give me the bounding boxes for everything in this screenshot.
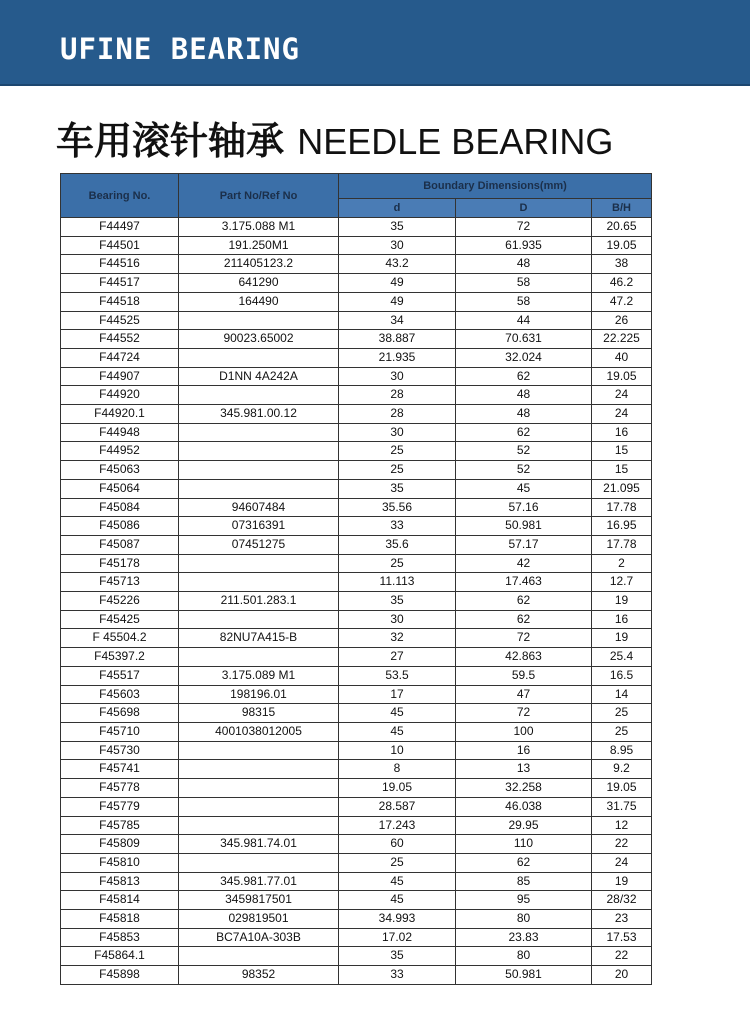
bh-cell: 16.5 <box>592 666 652 685</box>
D-cell: 46.038 <box>456 797 592 816</box>
part-no-cell: 191.250M1 <box>179 236 339 255</box>
D-cell: 48 <box>456 386 592 405</box>
part-no-cell: 198196.01 <box>179 685 339 704</box>
bearing-no-cell: F44516 <box>61 255 179 274</box>
bh-cell: 9.2 <box>592 760 652 779</box>
bh-cell: 25 <box>592 704 652 723</box>
bh-cell: 20.65 <box>592 218 652 237</box>
d-cell: 17.243 <box>339 816 456 835</box>
part-no-cell <box>179 479 339 498</box>
table-row <box>61 741 652 760</box>
d-cell: 10 <box>339 741 456 760</box>
bearing-no-cell: F45898 <box>61 966 179 985</box>
part-no-cell: 07316391 <box>179 517 339 536</box>
d-cell: 35.6 <box>339 535 456 554</box>
D-cell: 62 <box>456 610 592 629</box>
bearing-no-cell: F44952 <box>61 442 179 461</box>
bh-cell: 31.75 <box>592 797 652 816</box>
bearing-no-cell: F 45504.2 <box>61 629 179 648</box>
bearing-no-cell: F44920 <box>61 386 179 405</box>
part-no-cell <box>179 760 339 779</box>
d-cell: 21.935 <box>339 348 456 367</box>
header-boundary-dimensions: Boundary Dimensions(mm) <box>339 174 652 199</box>
d-cell: 8 <box>339 760 456 779</box>
bearing-no-cell: F45810 <box>61 853 179 872</box>
part-no-cell <box>179 816 339 835</box>
table-row <box>61 423 652 442</box>
part-no-cell <box>179 573 339 592</box>
table-row <box>61 330 652 349</box>
bearing-no-cell: F45813 <box>61 872 179 891</box>
D-cell: 62 <box>456 592 592 611</box>
bh-cell: 40 <box>592 348 652 367</box>
D-cell: 62 <box>456 853 592 872</box>
D-cell: 50.981 <box>456 966 592 985</box>
bh-cell: 16 <box>592 423 652 442</box>
bh-cell: 46.2 <box>592 274 652 293</box>
D-cell: 45 <box>456 479 592 498</box>
part-no-cell <box>179 461 339 480</box>
d-cell: 32 <box>339 629 456 648</box>
D-cell: 80 <box>456 910 592 929</box>
bearing-no-cell: F45809 <box>61 835 179 854</box>
bh-cell: 25.4 <box>592 648 652 667</box>
part-no-cell: 98315 <box>179 704 339 723</box>
header-D: D <box>456 199 592 218</box>
d-cell: 17.02 <box>339 928 456 947</box>
part-no-cell: 3459817501 <box>179 891 339 910</box>
part-no-cell <box>179 423 339 442</box>
part-no-cell: 641290 <box>179 274 339 293</box>
bh-cell: 28/32 <box>592 891 652 910</box>
bearing-no-cell: F44501 <box>61 236 179 255</box>
bh-cell: 20 <box>592 966 652 985</box>
D-cell: 48 <box>456 405 592 424</box>
table-row <box>61 517 652 536</box>
bh-cell: 25 <box>592 722 652 741</box>
bearing-no-cell: F44724 <box>61 348 179 367</box>
table-row <box>61 311 652 330</box>
bh-cell: 21.095 <box>592 479 652 498</box>
D-cell: 58 <box>456 292 592 311</box>
d-cell: 35 <box>339 479 456 498</box>
table-row <box>61 816 652 835</box>
d-cell: 35 <box>339 592 456 611</box>
part-no-cell: 90023.65002 <box>179 330 339 349</box>
d-cell: 30 <box>339 610 456 629</box>
bearing-no-cell: F45064 <box>61 479 179 498</box>
bh-cell: 8.95 <box>592 741 652 760</box>
bearing-no-cell: F45818 <box>61 910 179 929</box>
d-cell: 30 <box>339 236 456 255</box>
D-cell: 61.935 <box>456 236 592 255</box>
bearing-no-cell: F45779 <box>61 797 179 816</box>
table-row <box>61 629 652 648</box>
bh-cell: 15 <box>592 442 652 461</box>
bh-cell: 17.78 <box>592 498 652 517</box>
d-cell: 19.05 <box>339 779 456 798</box>
table-row <box>61 386 652 405</box>
D-cell: 32.258 <box>456 779 592 798</box>
part-no-cell <box>179 348 339 367</box>
bh-cell: 16 <box>592 610 652 629</box>
bearing-no-cell: F45086 <box>61 517 179 536</box>
part-no-cell <box>179 741 339 760</box>
D-cell: 72 <box>456 629 592 648</box>
D-cell: 42.863 <box>456 648 592 667</box>
table-row <box>61 928 652 947</box>
D-cell: 62 <box>456 367 592 386</box>
part-no-cell: 3.175.089 M1 <box>179 666 339 685</box>
header-banner <box>0 0 750 86</box>
bh-cell: 2 <box>592 554 652 573</box>
d-cell: 33 <box>339 966 456 985</box>
d-cell: 45 <box>339 704 456 723</box>
part-no-cell <box>179 779 339 798</box>
bearing-no-cell: F45730 <box>61 741 179 760</box>
bearing-no-cell: F45864.1 <box>61 947 179 966</box>
D-cell: 100 <box>456 722 592 741</box>
part-no-cell: 211405123.2 <box>179 255 339 274</box>
header-bh: B/H <box>592 199 652 218</box>
d-cell: 25 <box>339 442 456 461</box>
D-cell: 80 <box>456 947 592 966</box>
part-no-cell: BC7A10A-303B <box>179 928 339 947</box>
bearing-no-cell: F45087 <box>61 535 179 554</box>
bearing-no-cell: F44525 <box>61 311 179 330</box>
bearing-no-cell: F45814 <box>61 891 179 910</box>
d-cell: 49 <box>339 292 456 311</box>
table-row <box>61 779 652 798</box>
table-row <box>61 797 652 816</box>
part-no-cell: 98352 <box>179 966 339 985</box>
page-title-zh: 车用滚针轴承 <box>56 119 285 163</box>
d-cell: 45 <box>339 872 456 891</box>
part-no-cell <box>179 648 339 667</box>
table-row <box>61 218 652 237</box>
bh-cell: 17.53 <box>592 928 652 947</box>
bearing-no-cell: F44518 <box>61 292 179 311</box>
table-row <box>61 610 652 629</box>
D-cell: 47 <box>456 685 592 704</box>
bearing-no-cell: F45741 <box>61 760 179 779</box>
table-row <box>61 255 652 274</box>
bh-cell: 19.05 <box>592 779 652 798</box>
bh-cell: 47.2 <box>592 292 652 311</box>
table-row <box>61 367 652 386</box>
d-cell: 30 <box>339 423 456 442</box>
d-cell: 49 <box>339 274 456 293</box>
bh-cell: 24 <box>592 853 652 872</box>
D-cell: 23.83 <box>456 928 592 947</box>
brand-title: UFINE BEARING <box>60 32 300 66</box>
d-cell: 11.113 <box>339 573 456 592</box>
table-row <box>61 236 652 255</box>
part-no-cell <box>179 554 339 573</box>
d-cell: 38.887 <box>339 330 456 349</box>
bearing-no-cell: F45084 <box>61 498 179 517</box>
bh-cell: 24 <box>592 386 652 405</box>
d-cell: 35 <box>339 947 456 966</box>
table-row <box>61 722 652 741</box>
part-no-cell <box>179 947 339 966</box>
D-cell: 62 <box>456 423 592 442</box>
header-part-no: Part No/Ref No <box>179 174 339 218</box>
bearing-no-cell: F45713 <box>61 573 179 592</box>
d-cell: 34.993 <box>339 910 456 929</box>
bearing-no-cell: F45853 <box>61 928 179 947</box>
d-cell: 34 <box>339 311 456 330</box>
table-row <box>61 405 652 424</box>
table-row <box>61 554 652 573</box>
header-d: d <box>339 199 456 218</box>
table-row <box>61 648 652 667</box>
bearing-no-cell: F44552 <box>61 330 179 349</box>
D-cell: 44 <box>456 311 592 330</box>
D-cell: 16 <box>456 741 592 760</box>
table-row <box>61 947 652 966</box>
d-cell: 45 <box>339 722 456 741</box>
table-row <box>61 910 652 929</box>
D-cell: 85 <box>456 872 592 891</box>
d-cell: 27 <box>339 648 456 667</box>
table-row <box>61 292 652 311</box>
bh-cell: 16.95 <box>592 517 652 536</box>
d-cell: 25 <box>339 853 456 872</box>
part-no-cell: 345.981.00.12 <box>179 405 339 424</box>
bh-cell: 19 <box>592 592 652 611</box>
bearing-no-cell: F44517 <box>61 274 179 293</box>
d-cell: 25 <box>339 461 456 480</box>
table-row <box>61 573 652 592</box>
part-no-cell: 4001038012005 <box>179 722 339 741</box>
bearing-table <box>60 173 652 985</box>
bh-cell: 12 <box>592 816 652 835</box>
d-cell: 53.5 <box>339 666 456 685</box>
D-cell: 72 <box>456 704 592 723</box>
D-cell: 13 <box>456 760 592 779</box>
D-cell: 52 <box>456 461 592 480</box>
part-no-cell: 211.501.283.1 <box>179 592 339 611</box>
D-cell: 42 <box>456 554 592 573</box>
bh-cell: 19 <box>592 629 652 648</box>
part-no-cell <box>179 442 339 461</box>
bearing-no-cell: F45698 <box>61 704 179 723</box>
part-no-cell: 345.981.77.01 <box>179 872 339 891</box>
part-no-cell <box>179 853 339 872</box>
D-cell: 58 <box>456 274 592 293</box>
table-row <box>61 760 652 779</box>
part-no-cell: 82NU7A415-B <box>179 629 339 648</box>
d-cell: 60 <box>339 835 456 854</box>
d-cell: 33 <box>339 517 456 536</box>
bearing-no-cell: F44920.1 <box>61 405 179 424</box>
part-no-cell: 07451275 <box>179 535 339 554</box>
D-cell: 32.024 <box>456 348 592 367</box>
d-cell: 28 <box>339 386 456 405</box>
D-cell: 50.981 <box>456 517 592 536</box>
table-body <box>61 218 652 985</box>
D-cell: 52 <box>456 442 592 461</box>
bearing-no-cell: F45063 <box>61 461 179 480</box>
bearing-no-cell: F45785 <box>61 816 179 835</box>
table-row <box>61 498 652 517</box>
bh-cell: 24 <box>592 405 652 424</box>
part-no-cell <box>179 797 339 816</box>
bearing-no-cell: F45425 <box>61 610 179 629</box>
d-cell: 35.56 <box>339 498 456 517</box>
D-cell: 29.95 <box>456 816 592 835</box>
bh-cell: 15 <box>592 461 652 480</box>
table-row <box>61 835 652 854</box>
table-row <box>61 685 652 704</box>
table-row <box>61 274 652 293</box>
table-row <box>61 461 652 480</box>
table-row <box>61 442 652 461</box>
bearing-no-cell: F44497 <box>61 218 179 237</box>
bearing-no-cell: F45226 <box>61 592 179 611</box>
bearing-no-cell: F44907 <box>61 367 179 386</box>
d-cell: 17 <box>339 685 456 704</box>
part-no-cell: D1NN 4A242A <box>179 367 339 386</box>
D-cell: 57.16 <box>456 498 592 517</box>
d-cell: 28 <box>339 405 456 424</box>
page-title-en: NEEDLE BEARING <box>297 121 614 162</box>
D-cell: 57.17 <box>456 535 592 554</box>
D-cell: 70.631 <box>456 330 592 349</box>
bh-cell: 22 <box>592 947 652 966</box>
table-row <box>61 891 652 910</box>
table-row <box>61 535 652 554</box>
d-cell: 25 <box>339 554 456 573</box>
d-cell: 43.2 <box>339 255 456 274</box>
table-row <box>61 872 652 891</box>
D-cell: 59.5 <box>456 666 592 685</box>
table-row <box>61 853 652 872</box>
bearing-no-cell: F45517 <box>61 666 179 685</box>
bh-cell: 22 <box>592 835 652 854</box>
bearing-no-cell: F45778 <box>61 779 179 798</box>
part-no-cell <box>179 610 339 629</box>
part-no-cell: 94607484 <box>179 498 339 517</box>
table-row <box>61 479 652 498</box>
table-row <box>61 704 652 723</box>
bearing-no-cell: F45603 <box>61 685 179 704</box>
bh-cell: 19.05 <box>592 367 652 386</box>
bearing-no-cell: F45178 <box>61 554 179 573</box>
bh-cell: 12.7 <box>592 573 652 592</box>
page-title <box>56 110 613 165</box>
table-row <box>61 348 652 367</box>
bh-cell: 26 <box>592 311 652 330</box>
d-cell: 30 <box>339 367 456 386</box>
bh-cell: 19 <box>592 872 652 891</box>
D-cell: 95 <box>456 891 592 910</box>
part-no-cell: 029819501 <box>179 910 339 929</box>
D-cell: 48 <box>456 255 592 274</box>
table-row <box>61 966 652 985</box>
bh-cell: 22.225 <box>592 330 652 349</box>
table-row <box>61 666 652 685</box>
table-row <box>61 592 652 611</box>
D-cell: 17.463 <box>456 573 592 592</box>
bh-cell: 14 <box>592 685 652 704</box>
D-cell: 110 <box>456 835 592 854</box>
bearing-no-cell: F45397.2 <box>61 648 179 667</box>
bh-cell: 23 <box>592 910 652 929</box>
bh-cell: 17.78 <box>592 535 652 554</box>
bearing-no-cell: F45710 <box>61 722 179 741</box>
bh-cell: 38 <box>592 255 652 274</box>
bh-cell: 19.05 <box>592 236 652 255</box>
d-cell: 28.587 <box>339 797 456 816</box>
header-bearing-no: Bearing No. <box>61 174 179 218</box>
part-no-cell: 3.175.088 M1 <box>179 218 339 237</box>
d-cell: 45 <box>339 891 456 910</box>
part-no-cell: 345.981.74.01 <box>179 835 339 854</box>
part-no-cell <box>179 386 339 405</box>
part-no-cell: 164490 <box>179 292 339 311</box>
bearing-no-cell: F44948 <box>61 423 179 442</box>
d-cell: 35 <box>339 218 456 237</box>
part-no-cell <box>179 311 339 330</box>
D-cell: 72 <box>456 218 592 237</box>
